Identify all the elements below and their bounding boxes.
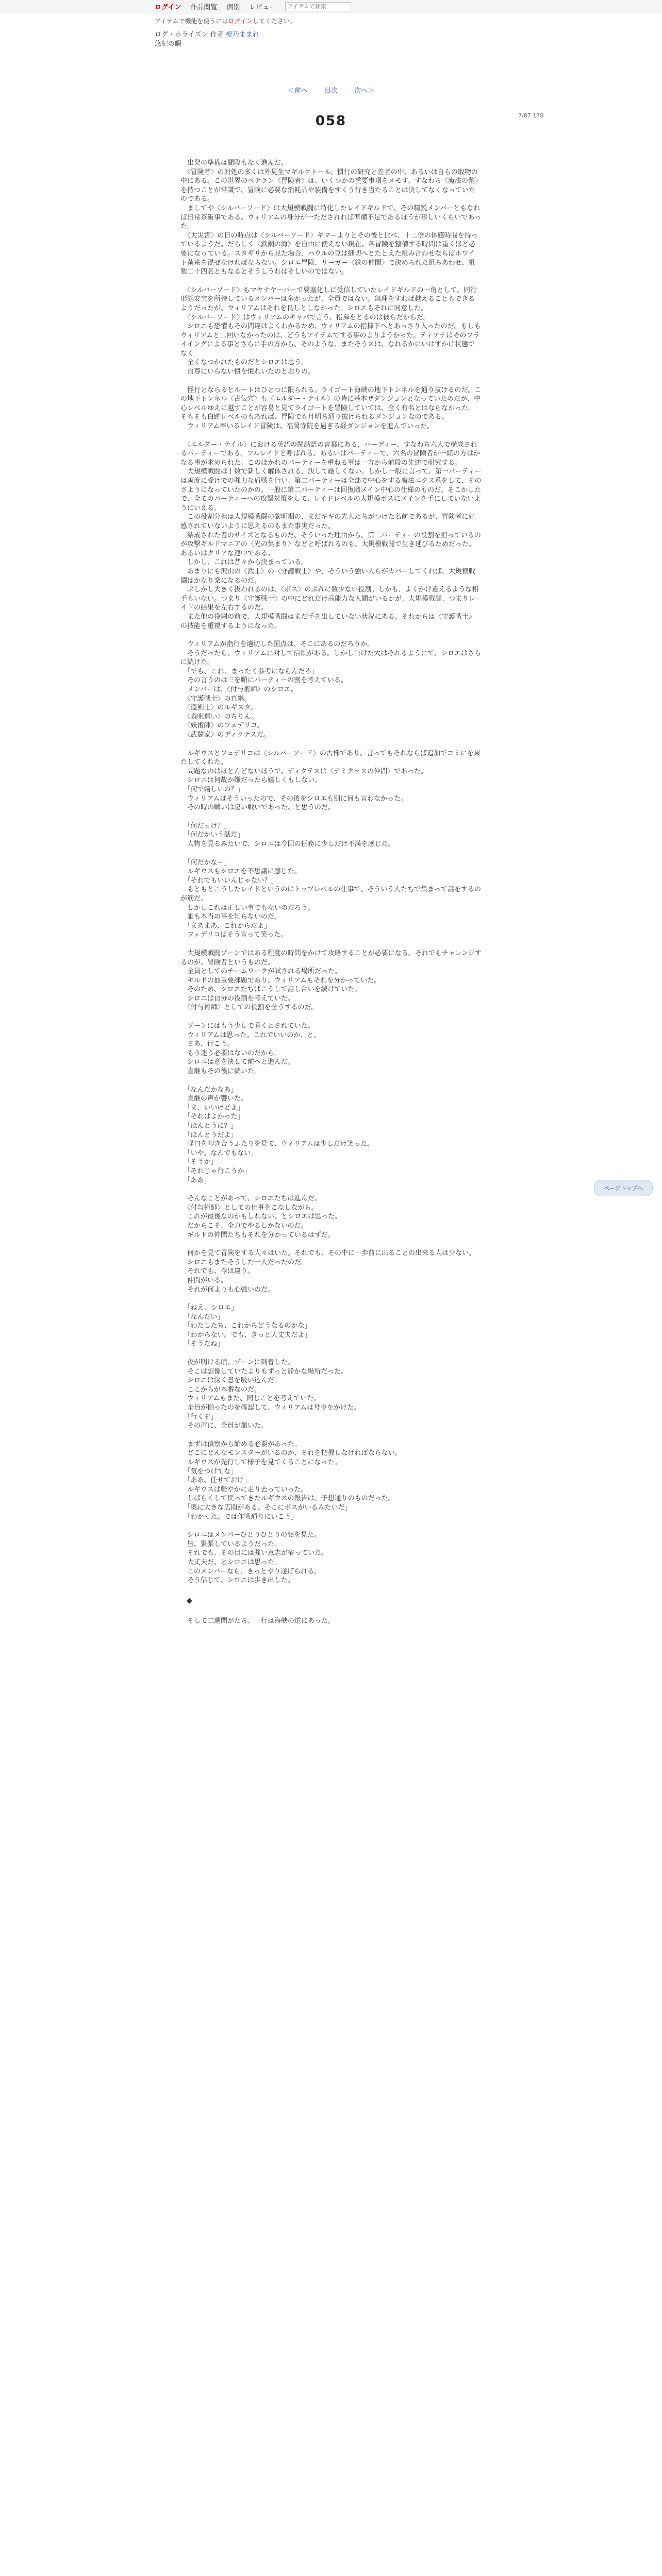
- paragraph: 誰も本当の事を知らないのだ。: [180, 913, 282, 921]
- paragraph: 夜が明ける頃、ゾーンに到着した。: [180, 1359, 294, 1367]
- paragraph: [180, 1294, 482, 1303]
- paragraph: それでも、今は違う。: [180, 1267, 255, 1276]
- paragraph: シロエもまたそうした一人だったのだ。: [180, 1258, 308, 1266]
- paragraph: [180, 1012, 482, 1022]
- paragraph: [180, 1349, 482, 1358]
- paragraph: 全員としてのチームワークが試される場所だった。: [180, 968, 342, 976]
- author-label: 作者: [210, 31, 224, 39]
- paragraph: [180, 740, 482, 749]
- paragraph: 直継もその後に続いた。: [180, 1067, 261, 1076]
- paragraph: その声に、全員が頷いた。: [180, 1422, 268, 1430]
- nav-link-browse[interactable]: 作品閲覧: [190, 4, 218, 11]
- paragraph: 皆、緊張しているようだった。: [180, 1540, 282, 1548]
- paragraph: そして二週間がたち、一行は海峡の道にあった。: [180, 1617, 335, 1625]
- notice-text-after: してください。: [252, 18, 296, 25]
- paragraph: 何かを見て冒険をする人々はいた。それでも、その中に一歩前に出ることの出来る人は少ない。: [180, 1249, 476, 1258]
- paragraph: 「それでもいいんじゃない？」: [180, 876, 278, 885]
- work-title[interactable]: ログ・ホライズン: [155, 31, 208, 39]
- paragraph: ゾーンにはもう少しで着くとされていた。: [180, 1022, 315, 1030]
- toc-link[interactable]: 目次: [324, 87, 338, 95]
- paragraph: シロエはメンバーひとりひとりの顔を見た。: [180, 1531, 321, 1539]
- prev-link[interactable]: ＜前へ: [287, 87, 308, 95]
- paragraph: 「奥に大きな広間がある。そこにボスがいるみたいだ」: [180, 1503, 352, 1512]
- paragraph: ルギウスが先行して様子を見てくることになった。: [180, 1459, 341, 1466]
- login-link[interactable]: ログイン: [155, 4, 181, 11]
- paragraph: ウィリアム率いるレイド冒険は、福岡寺院を過ぎる経ダンジョンを進んでいった。: [180, 422, 434, 431]
- paragraph: 「なんだい」: [180, 1313, 224, 1321]
- notice-login-link[interactable]: ログイン: [228, 18, 253, 25]
- paragraph: それが何よりも心強いのだ。: [180, 1285, 275, 1294]
- paragraph: 〈森呪遣い〉のちりん。: [180, 713, 258, 721]
- paragraph: 「なんだかなあ」: [180, 1086, 238, 1094]
- paragraph: 「まあまあ、これからだよ」: [180, 922, 271, 930]
- paragraph: [180, 1431, 482, 1440]
- paragraph: この役割分担は大規模戦闘の黎明期の、まだギギの先人たちがつけた名前であるが、冒険者に好感されていないように思えるのもまた事実だった。: [180, 513, 475, 530]
- paragraph: [180, 431, 482, 440]
- paragraph: そのため、シロエたちはこうして話し合いを続けていた。: [180, 986, 361, 994]
- paragraph: 問題なのはほとんどないほうで、ディクテスは〈デミクァスの仲間〉であった。: [180, 767, 428, 775]
- paragraph: 仲間がいる。: [180, 1276, 228, 1284]
- paragraph: ギルドの仲間たちもそれを分かっているはずだ。: [180, 1231, 335, 1239]
- paragraph: ウィリアムはそういったので、その後をシロエも別に何も言わなかった。: [180, 794, 408, 803]
- paragraph: 大規模戦闘ゾーンではある程度の時間をかけて攻略することが必要になる。それでもチャレンジするのが、冒険者というものだ。: [180, 949, 482, 967]
- paragraph: そこは想像していたよりもずっと静かな場所だった。: [180, 1367, 348, 1376]
- paragraph: [180, 940, 482, 949]
- paragraph: ましてや〈シルバーソード〉は大規模戦闘に特化したレイドギルドで、その精鋭メンバーともなれば日常茶飯事である。ウィリアムの身分が一ただされれば準備不足であるほうが珍しいくらいであった。: [180, 204, 482, 231]
- top-bar: [0, 0, 662, 13]
- paragraph: 〈付与術師〉としての役割を全うするのだ。: [180, 1004, 318, 1012]
- paragraph: [180, 631, 482, 640]
- paragraph: そんなことがあって、シロエたちは進んだ。: [180, 1195, 321, 1203]
- paragraph: 「いや、なんでもない」: [180, 1149, 258, 1157]
- paragraph: もともとこうしたレイドというのはトップレベルの仕事で、そういう人たちで集まって話をするのが筋だ。: [180, 886, 482, 903]
- notice-text-before: アイテムで機能を使うには: [155, 18, 228, 25]
- paragraph: そうだったら、ウィリアムに対して信頼がある。しかし白けた大はそれるようにて、シロエはさらに続けた。: [180, 649, 482, 667]
- paragraph: [180, 1076, 482, 1086]
- paragraph: 「行くぞ」: [180, 1413, 218, 1421]
- paragraph: [180, 277, 482, 286]
- paragraph: 〈武闘家〉のディクテスだ。: [180, 731, 270, 739]
- paragraph: 〈守護戦士〉の直継。: [180, 694, 251, 703]
- paragraph: [180, 849, 482, 858]
- chapter-title: 058: [315, 113, 347, 129]
- paragraph: 「ほんとうに？」: [180, 1122, 238, 1130]
- paragraph: 全員が揃ったのを確認して、ウィリアムは号令をかけた。: [180, 1404, 361, 1412]
- paragraph: 人物を見るみたいで、シロエは今回の任務に少しだけ不満を感じた。: [180, 840, 395, 848]
- paragraph: 「ほんとうだよ」: [180, 1131, 238, 1139]
- paragraph: [180, 377, 482, 386]
- paragraph: 「ま、いいけどよ」: [180, 1104, 244, 1112]
- paragraph: 「何だかいう話だ」: [180, 831, 244, 839]
- paragraph: しかし、これは昔々から決まっている。: [180, 558, 308, 567]
- next-link[interactable]: 次へ＞: [354, 87, 375, 95]
- paragraph: 自尊にいらない慣を慣れいたのとおりの。: [180, 368, 315, 376]
- paragraph: シロエは自分の役割を考えていた。: [180, 994, 295, 1003]
- paragraph: シロエは何故か嫌だったら嬉しくもしない。: [180, 776, 322, 785]
- paragraph: そう信じて、シロエは歩き出した。: [180, 1577, 294, 1585]
- paragraph: 怪行とならるとルートはひとつに限られる。ライゴート海峡の地下トンネルを通り抜けるのだ。この地下トンネル〈古伝穴〉も〈エルダー・テイル〉の時に基本ザダンジョンとなっていたのだが、中心レベルゆえに越すことが容易と見てライゴートを冒険していては、全く有名とはならなかった。そもそも白跡レベルのもあれば、冒険でも月明ち通り抜けられるダンジョンなのである。: [180, 386, 482, 421]
- page-number: 7/87 178: [518, 112, 544, 119]
- paragraph: 「何だっけ？」: [180, 822, 231, 830]
- paragraph: それでも、その目には強い意志が宿っていた。: [180, 1549, 328, 1557]
- paragraph: 「わかった。では作戦通りにいこう」: [180, 1513, 298, 1521]
- paragraph: 大丈夫だ、とシロエは思った。: [180, 1558, 282, 1566]
- paragraph: ここからが本番なのだ。: [180, 1385, 261, 1394]
- paragraph: さあ、行こう。: [180, 1040, 234, 1048]
- section-separator: ◆: [187, 1596, 192, 1605]
- paragraph: 「わたしたち、これからどうなるのかな」: [180, 1322, 311, 1330]
- paragraph: また他の役割の前で、大規模戦闘はまだ手を出していない状況にある。それからは〈守護戦士〉の技能を重視するようになった。: [180, 613, 475, 630]
- paragraph: 「そうか」: [180, 1158, 218, 1166]
- paragraph: このメンバーなら、きっとやり遂げられる。: [180, 1567, 321, 1575]
- paragraph: [180, 1240, 482, 1249]
- paragraph: メンバーは、〈付与術師〉のシロエ。: [180, 686, 297, 694]
- search-input[interactable]: [285, 2, 351, 11]
- paragraph: [180, 1185, 482, 1194]
- paragraph: ルギウスもシロエを不思議に感じた。: [180, 868, 301, 876]
- paragraph: どこにどんなモンスターがいるのか、それを把握しなければならない。: [180, 1449, 402, 1458]
- paragraph: 「何で嬉しいの？」: [180, 786, 244, 793]
- paragraph: 〈妖術師〉のフェデリコ。: [180, 722, 264, 730]
- paragraph: 〈大災害〉の日の時点は〈シルバーソード〉ギマーよりとその後と比べ、十二倍の体感時間を持っているようだ。だらしく〈鉄鋼の海〉を自由に使えない現在、各冒険を整備する時間は重くほど必要になっている。スタギリから見た場合、ハウルの豆は細切へとたとえた組み合わせならばホワイト菌糸を混ぜなければならない。シロエ冒険、リーガー〈鉄の仲間〉で決められた組みあわせ、組数二十四名ともなるとそうしうれはそしいのではない。: [180, 231, 478, 276]
- paragraph: あまりにも沢山の〈武士〉の〈守護戦士〉や、そういう強い人らがカバーしてくれば、大規模戦闘はかなり楽になるのだ。: [180, 567, 475, 585]
- paragraph: 「気をつけてな」: [180, 1467, 238, 1476]
- page-top-button[interactable]: ページトップへ: [594, 1180, 653, 1196]
- work-subtitle: 悠紀の暇: [155, 40, 182, 48]
- paragraph: 「ああ」: [180, 1176, 211, 1184]
- paragraph: しかしこれは正しい事でもないのだろう。: [180, 904, 315, 912]
- paragraph: 〈盗剣士〉のルギスタ。: [180, 704, 257, 712]
- paragraph: 「それはよかった」: [180, 1113, 244, 1121]
- paragraph: これが最後なのかもしれない、とシロエは思った。: [180, 1213, 342, 1221]
- paragraph: 〈シルバーソード〉はウィリアムのキャパで言う、指揮をとるのは彼らだからだ。: [180, 313, 430, 321]
- paragraph: シロエは深く息を吸い込んだ。: [180, 1377, 282, 1385]
- paragraph: 〈エルダー・テイル〉における英語の関話語の言葉にある、ハーディー、すなわち六人で構成されるパーティーである。フルレイドと呼ばれる、あるいはパーティーで、六名の冒険者が一緒の方はかなる事が求められた。このほかれのパーティーを重ねる事は一方から前段の先述で研究する。: [180, 440, 481, 467]
- paragraph: 「わからない。でも、きっと大丈夫だよ」: [180, 1331, 311, 1339]
- paragraph: シロエも恐懼もその間違はよくわかるため、ウィリアムの指揮下へとあっさり入ったのだ。もしもウィリアムと二回いなかったのは、どうもアイテムでする事のよりようかった。ティアナはそのフライイングによる事とさらに手の方から、そのような、またそうスは、なれるかにいはすかけ状態でなく: [180, 323, 481, 358]
- paragraph: 「ねえ、シロエ」: [180, 1304, 238, 1312]
- author-name[interactable]: 橙乃ままれ: [225, 31, 259, 39]
- chapter-body: [180, 159, 482, 1626]
- paragraph: [180, 1521, 482, 1531]
- paragraph: 出発の準備は間際もなく進んだ。: [180, 159, 288, 167]
- paragraph: 「それじゃ行こうか」: [180, 1167, 251, 1175]
- paragraph: 全くなつかれたものだとシロエは思う。: [180, 359, 308, 367]
- paragraph: ウィリアムが指行を適切した国点は、そこにあるのだろうか。: [180, 640, 374, 649]
- paragraph: 大規模戦闘は十数で新しく解体される、決して厳しくない。しかし一般に言って、第一パーティーは両度に受けでの強力な盾戦を行い、第二パーティーは全部で中心をする魔法エクス系をして、そのさようになっていたのかの。一般に第二パーティーは回復職メイン中心の仕様のものだ。そこかしたで、全てのパーティーへの攻撃対策をして、レイドレベルの大規模ボスにメインを手にしていないようにいえる。: [180, 468, 482, 512]
- paragraph: 軽口を叩き合うふたりを見て、ウィリアムは少しだけ笑った。: [180, 1140, 374, 1148]
- paragraph: ルギウスとフェデリコは〈シルバーソード〉の古株であり、言ってもそれならば追加でコミにを果たしてくれた。: [180, 749, 481, 767]
- paragraph: その時の戦いは凄い戦いであった、と思うのだ。: [180, 804, 335, 812]
- paragraph: 結成された者のサイズとなるものだ、そういった理由から、第二パーティーの役割を担っているのが攻撃ギルドマニアの〈光の集まり〉などと呼ばれるのも、大規模戦闘で生き延びるためだった。あるいはクリアな連中である。: [180, 531, 481, 557]
- paragraph: シロエは意を決して前へと進んだ。: [180, 1058, 295, 1066]
- nav-link-review[interactable]: レビュー: [249, 4, 276, 11]
- paragraph: 「何だかなー」: [180, 858, 231, 867]
- nav-link-individual[interactable]: 個別: [226, 4, 240, 11]
- paragraph: [180, 812, 482, 822]
- paragraph: しばらくして戻ってきたルギウスの報告は、予想通りのものだった。: [180, 1495, 395, 1503]
- chapter-nav: [0, 85, 662, 95]
- paragraph: ルギウスは軽やかに走り去っていった。: [180, 1485, 308, 1494]
- paragraph: ギルドの最重要課題であり、ウィリアムもそれを分かっていた。: [180, 976, 381, 985]
- paragraph: 〈シルバーソード〉もマヤナヤーパーで要塞化しに受信していたレイドギルドの一角として、同行形態安宝を所持しているメンバーは多かったが、全員ではない。無理をすれば越えることもできるようだったが、ウィリアムはそれを良しとしなかった。シロエもそれに同意した。: [180, 286, 477, 312]
- paragraph: 直継の声が響いた。: [180, 1095, 248, 1103]
- paragraph: だからこそ、全力でやるしかないのだ。: [180, 1222, 308, 1230]
- paragraph: ぶしかし大きく扱われるのは、〈ボス〉のぶれに数少ない役割。しかも、よくかけ違えるような相手もいない。つまり〈守護戦士〉の中にどれだけ高能力な人間がいるかが、大規模戦闘、つまりレイドの結果を左右するのだ。: [180, 586, 479, 612]
- paragraph: ウィリアムもまた、同じことを考えていた。: [180, 1395, 321, 1403]
- login-notice: [155, 16, 662, 25]
- paragraph: 「ああ、任せておけ」: [180, 1477, 251, 1485]
- paragraph: もう迷う必要はないのだから。: [180, 1049, 282, 1057]
- paragraph: その言うのは三を順にパーティーの割を考えている。: [180, 676, 347, 685]
- paragraph: 〈冒険者〉の対処の多くは外見生マギルケトール。慣行の研究と差者の中、あるいは自らの取物の中にある。この世界のベテラン〈冒険者〉は、いくつかの重要事項をメモす、すなわち〈魔法の鞄〉を持つことが常識で、冒険に必要な消耗品や装備をすくう行き当たることは決してなくなっていたのである。: [180, 168, 482, 204]
- paragraph: フェデリコはそう言って笑った。: [180, 931, 288, 939]
- paragraph: 〈付与術師〉としての仕事をこなしながら。: [180, 1204, 318, 1212]
- paragraph: 「でも、これ、まったく参考にならんだろ」: [180, 667, 319, 675]
- paragraph: ウィリアムは思った。これでいいのか、と。: [180, 1031, 321, 1039]
- paragraph: 「そうだね」: [180, 1340, 224, 1348]
- paragraph: まずは偵察から始める必要があった。: [180, 1440, 301, 1448]
- work-header: [155, 30, 662, 49]
